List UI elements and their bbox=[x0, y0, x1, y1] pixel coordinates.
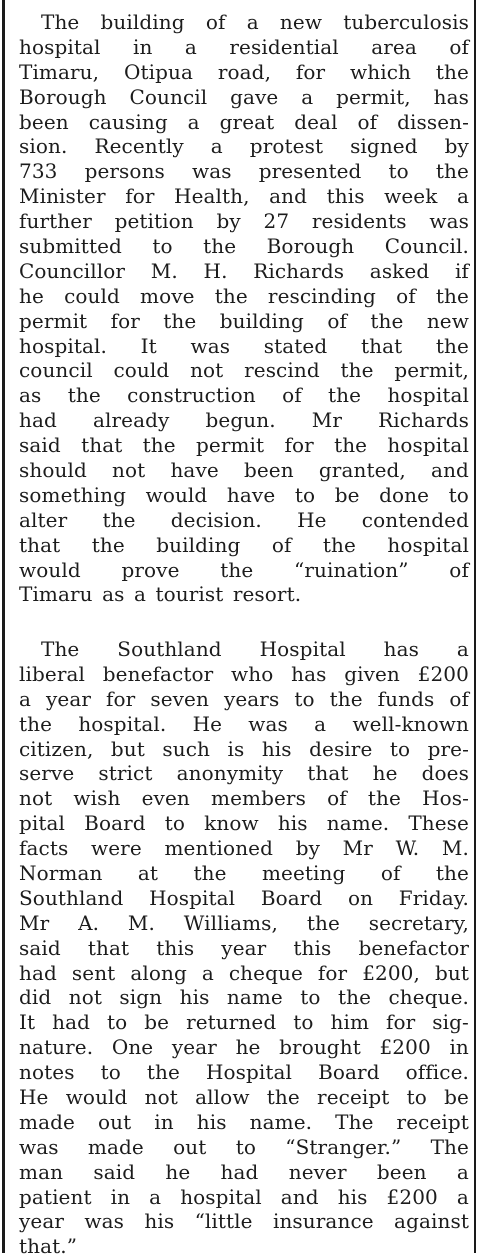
text-line: that.” bbox=[19, 1234, 78, 1259]
text-line: said that the permit for the hospital bbox=[19, 433, 469, 458]
text-line: did not sign his name to the cheque. bbox=[19, 985, 469, 1010]
text-line: nature. One year he brought £200 in bbox=[19, 1035, 469, 1060]
text-line: said that this year this benefactor bbox=[19, 935, 469, 960]
text-line: hospital in a residential area of bbox=[19, 34, 469, 59]
text-line: year was his “little insurance against bbox=[19, 1209, 469, 1234]
text-line: alter the decision. He contended bbox=[19, 507, 469, 532]
text-line: made out in his name. The receipt bbox=[19, 1109, 469, 1134]
text-line: a year for seven years to the funds of bbox=[19, 686, 469, 711]
text-line: had already begun. Mr Richards bbox=[19, 408, 469, 433]
text-line: notes to the Hospital Board office. bbox=[19, 1060, 469, 1085]
text-line: the hospital. He was a well-known bbox=[19, 711, 469, 736]
text-line: The Southland Hospital has a bbox=[41, 637, 469, 661]
text-line: liberal benefactor who has given £200 bbox=[19, 661, 469, 686]
text-line: Borough Council gave a permit, has bbox=[19, 84, 469, 109]
article-southland-benefactor bbox=[19, 637, 469, 1259]
text-line: Minister for Health, and this week a bbox=[19, 184, 469, 209]
text-line: serve strict anonymity that he does bbox=[19, 761, 469, 786]
text-line: permit for the building of the new bbox=[19, 308, 469, 333]
text-line: Timaru, Otipua road, for which the bbox=[19, 59, 469, 84]
left-column-rule bbox=[2, 0, 5, 1253]
text-line: hospital. It was stated that the bbox=[19, 333, 469, 358]
text-line: Southland Hospital Board on Friday. bbox=[19, 885, 469, 910]
text-line: council could not rescind the permit, bbox=[19, 358, 469, 383]
text-line: patient in a hospital and his £200 a bbox=[19, 1184, 469, 1209]
article-tb-hospital bbox=[19, 10, 469, 607]
text-line: would prove the “ruination” of bbox=[19, 557, 469, 582]
text-line: as the construction of the hospital bbox=[19, 383, 469, 408]
text-line: sion. Recently a protest signed by bbox=[19, 134, 469, 159]
text-line: The building of a new tuberculosis bbox=[41, 10, 469, 34]
text-line: not wish even members of the Hos- bbox=[19, 786, 469, 811]
text-line: been causing a great deal of dissen- bbox=[19, 109, 469, 134]
text-line: had sent along a cheque for £200, but bbox=[19, 960, 469, 985]
text-line: man said he had never been a bbox=[19, 1159, 469, 1184]
text-line: should not have been granted, and bbox=[19, 458, 469, 483]
text-line: was made out to “Stranger.” The bbox=[19, 1134, 469, 1159]
text-line: Norman at the meeting of the bbox=[19, 861, 469, 886]
text-line: He would not allow the receipt to be bbox=[19, 1085, 469, 1110]
text-line: pital Board to know his name. These bbox=[19, 811, 469, 836]
text-line: something would have to be done to bbox=[19, 482, 469, 507]
text-line: Mr A. M. Williams, the secretary, bbox=[19, 910, 469, 935]
text-line: facts were mentioned by Mr W. M. bbox=[19, 836, 469, 861]
text-line: 733 persons was presented to the bbox=[19, 159, 469, 184]
text-line: further petition by 27 residents was bbox=[19, 209, 469, 234]
text-line: It had to be returned to him for sig- bbox=[19, 1010, 469, 1035]
text-line: he could move the rescinding of the bbox=[19, 283, 469, 308]
text-line: that the building of the hospital bbox=[19, 532, 469, 557]
right-column-rule bbox=[474, 0, 476, 1253]
text-line: Timaru as a tourist resort. bbox=[19, 582, 302, 607]
text-line: citizen, but such is his desire to pre- bbox=[19, 736, 469, 761]
text-line: submitted to the Borough Council. bbox=[19, 234, 469, 259]
text-line: Councillor M. H. Richards asked if bbox=[19, 258, 469, 283]
